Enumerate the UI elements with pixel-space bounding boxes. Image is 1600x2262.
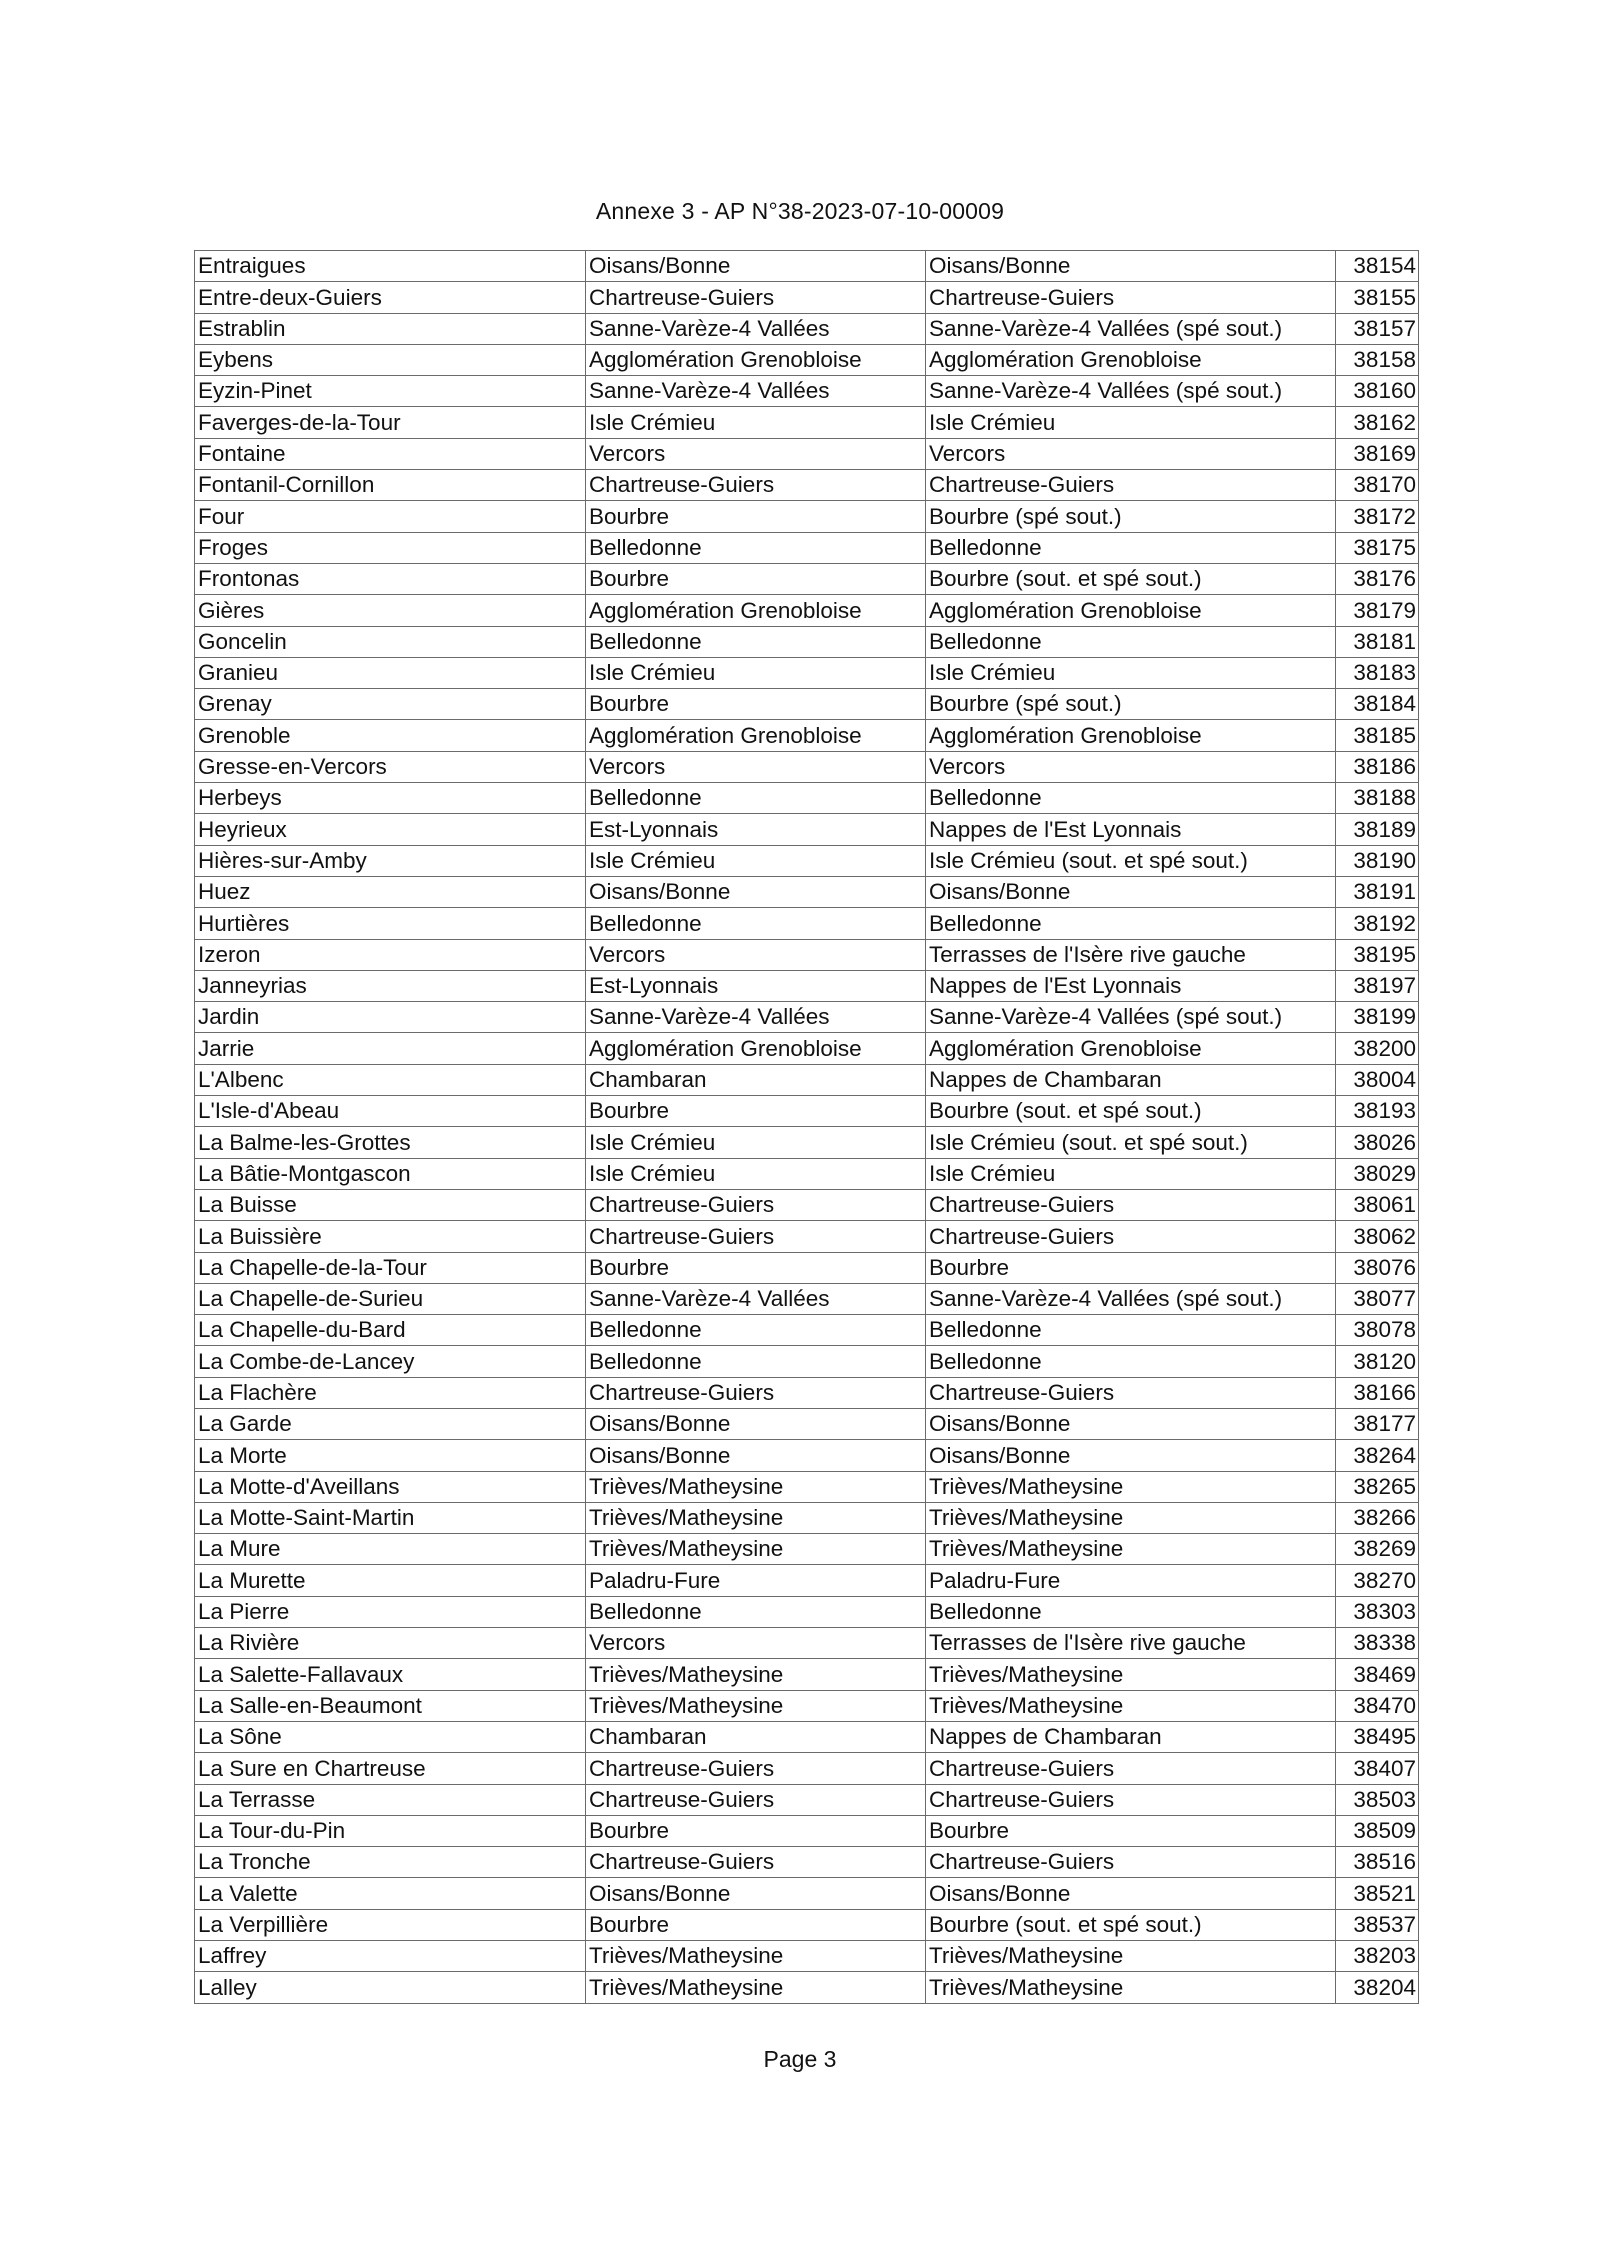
table-row [195, 501, 1419, 532]
secteur-cell: Sanne-Varèze-4 Vallées [586, 313, 926, 344]
commune-cell: La Motte-Saint-Martin [195, 1502, 586, 1533]
secteur-cell: Bourbre [586, 563, 926, 594]
table-row [195, 251, 1419, 282]
zone-cell: Trièves/Matheysine [926, 1972, 1336, 2003]
secteur-cell: Est-Lyonnais [586, 814, 926, 845]
insee-code-cell: 38197 [1336, 970, 1419, 1001]
table-row [195, 1127, 1419, 1158]
secteur-cell: Isle Crémieu [586, 1158, 926, 1189]
commune-cell: La Rivière [195, 1628, 586, 1659]
table-row [195, 1283, 1419, 1314]
secteur-cell: Trièves/Matheysine [586, 1941, 926, 1972]
table-row [195, 1753, 1419, 1784]
commune-cell: Granieu [195, 657, 586, 688]
table-row [195, 595, 1419, 626]
zone-cell: Belledonne [926, 532, 1336, 563]
commune-cell: La Buisse [195, 1189, 586, 1220]
zone-cell: Nappes de l'Est Lyonnais [926, 970, 1336, 1001]
insee-code-cell: 38158 [1336, 344, 1419, 375]
secteur-cell: Agglomération Grenobloise [586, 344, 926, 375]
insee-code-cell: 38265 [1336, 1471, 1419, 1502]
zone-cell: Bourbre [926, 1252, 1336, 1283]
secteur-cell: Oisans/Bonne [586, 1878, 926, 1909]
insee-code-cell: 38469 [1336, 1659, 1419, 1690]
commune-cell: La Murette [195, 1565, 586, 1596]
insee-code-cell: 38521 [1336, 1878, 1419, 1909]
commune-cell: La Tour-du-Pin [195, 1815, 586, 1846]
commune-cell: La Sure en Chartreuse [195, 1753, 586, 1784]
table-row [195, 1408, 1419, 1439]
zone-cell: Chartreuse-Guiers [926, 1377, 1336, 1408]
commune-cell: Janneyrias [195, 970, 586, 1001]
table-row [195, 470, 1419, 501]
secteur-cell: Isle Crémieu [586, 407, 926, 438]
table-row [195, 1909, 1419, 1940]
commune-cell: La Morte [195, 1440, 586, 1471]
zone-cell: Bourbre [926, 1815, 1336, 1846]
insee-code-cell: 38537 [1336, 1909, 1419, 1940]
insee-code-cell: 38120 [1336, 1346, 1419, 1377]
table-row [195, 970, 1419, 1001]
commune-cell: Herbeys [195, 783, 586, 814]
zone-cell: Chartreuse-Guiers [926, 282, 1336, 313]
commune-cell: Laffrey [195, 1941, 586, 1972]
table-row [195, 1440, 1419, 1471]
zone-cell: Nappes de Chambaran [926, 1064, 1336, 1095]
zone-cell: Chartreuse-Guiers [926, 1784, 1336, 1815]
zone-cell: Sanne-Varèze-4 Vallées (spé sout.) [926, 376, 1336, 407]
secteur-cell: Oisans/Bonne [586, 1408, 926, 1439]
table-row [195, 1878, 1419, 1909]
zone-cell: Trièves/Matheysine [926, 1502, 1336, 1533]
insee-code-cell: 38183 [1336, 657, 1419, 688]
commune-cell: Froges [195, 532, 586, 563]
zone-cell: Belledonne [926, 1346, 1336, 1377]
commune-cell: La Verpillière [195, 1909, 586, 1940]
secteur-cell: Vercors [586, 751, 926, 782]
commune-cell: Fontanil-Cornillon [195, 470, 586, 501]
insee-code-cell: 38200 [1336, 1033, 1419, 1064]
secteur-cell: Trièves/Matheysine [586, 1659, 926, 1690]
secteur-cell: Trièves/Matheysine [586, 1972, 926, 2003]
zone-cell: Isle Crémieu [926, 657, 1336, 688]
zone-cell: Oisans/Bonne [926, 1440, 1336, 1471]
table-row [195, 1377, 1419, 1408]
commune-cell: La Chapelle-du-Bard [195, 1315, 586, 1346]
secteur-cell: Belledonne [586, 783, 926, 814]
table-row [195, 1565, 1419, 1596]
commune-cell: Grenay [195, 689, 586, 720]
zone-cell: Agglomération Grenobloise [926, 344, 1336, 375]
zone-cell: Chartreuse-Guiers [926, 1189, 1336, 1220]
zone-cell: Sanne-Varèze-4 Vallées (spé sout.) [926, 1283, 1336, 1314]
insee-code-cell: 38172 [1336, 501, 1419, 532]
insee-code-cell: 38078 [1336, 1315, 1419, 1346]
commune-cell: La Salette-Fallavaux [195, 1659, 586, 1690]
insee-code-cell: 38188 [1336, 783, 1419, 814]
zone-cell: Chartreuse-Guiers [926, 1847, 1336, 1878]
commune-cell: La Chapelle-de-Surieu [195, 1283, 586, 1314]
table-row [195, 1346, 1419, 1377]
secteur-cell: Bourbre [586, 1815, 926, 1846]
commune-cell: L'Isle-d'Abeau [195, 1096, 586, 1127]
insee-code-cell: 38004 [1336, 1064, 1419, 1095]
zone-cell: Agglomération Grenobloise [926, 595, 1336, 626]
table-row [195, 1941, 1419, 1972]
insee-code-cell: 38162 [1336, 407, 1419, 438]
table-row [195, 313, 1419, 344]
insee-code-cell: 38470 [1336, 1690, 1419, 1721]
secteur-cell: Isle Crémieu [586, 657, 926, 688]
insee-code-cell: 38195 [1336, 939, 1419, 970]
secteur-cell: Trièves/Matheysine [586, 1502, 926, 1533]
insee-code-cell: 38160 [1336, 376, 1419, 407]
table-row [195, 1252, 1419, 1283]
table-row [195, 1534, 1419, 1565]
table-row [195, 1158, 1419, 1189]
commune-cell: La Bâtie-Montgascon [195, 1158, 586, 1189]
secteur-cell: Sanne-Varèze-4 Vallées [586, 1283, 926, 1314]
commune-cell: La Pierre [195, 1596, 586, 1627]
table-row [195, 1815, 1419, 1846]
secteur-cell: Est-Lyonnais [586, 970, 926, 1001]
insee-code-cell: 38270 [1336, 1565, 1419, 1596]
insee-code-cell: 38203 [1336, 1941, 1419, 1972]
insee-code-cell: 38026 [1336, 1127, 1419, 1158]
table-row [195, 1721, 1419, 1752]
zone-cell: Bourbre (sout. et spé sout.) [926, 563, 1336, 594]
insee-code-cell: 38154 [1336, 251, 1419, 282]
page-number: Page 3 [763, 2046, 837, 2072]
insee-code-cell: 38189 [1336, 814, 1419, 845]
secteur-cell: Chartreuse-Guiers [586, 1189, 926, 1220]
zone-cell: Terrasses de l'Isère rive gauche [926, 1628, 1336, 1659]
insee-code-cell: 38266 [1336, 1502, 1419, 1533]
insee-code-cell: 38169 [1336, 438, 1419, 469]
table-row [195, 1002, 1419, 1033]
zone-cell: Vercors [926, 438, 1336, 469]
secteur-cell: Bourbre [586, 501, 926, 532]
zone-cell: Nappes de Chambaran [926, 1721, 1336, 1752]
secteur-cell: Chartreuse-Guiers [586, 470, 926, 501]
secteur-cell: Bourbre [586, 1909, 926, 1940]
commune-cell: Eybens [195, 344, 586, 375]
table-row [195, 657, 1419, 688]
commune-cell: Gresse-en-Vercors [195, 751, 586, 782]
table-row [195, 532, 1419, 563]
secteur-cell: Chartreuse-Guiers [586, 1377, 926, 1408]
secteur-cell: Agglomération Grenobloise [586, 720, 926, 751]
insee-code-cell: 38338 [1336, 1628, 1419, 1659]
table-row [195, 1847, 1419, 1878]
secteur-cell: Oisans/Bonne [586, 1440, 926, 1471]
table-row [195, 563, 1419, 594]
insee-code-cell: 38181 [1336, 626, 1419, 657]
commune-cell: Eyzin-Pinet [195, 376, 586, 407]
table-row [195, 876, 1419, 907]
zone-cell: Isle Crémieu [926, 407, 1336, 438]
commune-cell: Hurtières [195, 908, 586, 939]
table-row [195, 1659, 1419, 1690]
commune-cell: Entraigues [195, 251, 586, 282]
insee-code-cell: 38407 [1336, 1753, 1419, 1784]
zone-cell: Bourbre (sout. et spé sout.) [926, 1096, 1336, 1127]
commune-cell: La Flachère [195, 1377, 586, 1408]
secteur-cell: Chartreuse-Guiers [586, 1847, 926, 1878]
secteur-cell: Isle Crémieu [586, 845, 926, 876]
zone-cell: Bourbre (sout. et spé sout.) [926, 1909, 1336, 1940]
insee-code-cell: 38170 [1336, 470, 1419, 501]
insee-code-cell: 38204 [1336, 1972, 1419, 2003]
commune-cell: Grenoble [195, 720, 586, 751]
table-row [195, 438, 1419, 469]
communes-table-body [195, 251, 1419, 2004]
table-row [195, 720, 1419, 751]
commune-cell: La Valette [195, 1878, 586, 1909]
commune-cell: Four [195, 501, 586, 532]
secteur-cell: Sanne-Varèze-4 Vallées [586, 1002, 926, 1033]
secteur-cell: Bourbre [586, 1252, 926, 1283]
zone-cell: Belledonne [926, 1596, 1336, 1627]
insee-code-cell: 38303 [1336, 1596, 1419, 1627]
table-row [195, 1596, 1419, 1627]
insee-code-cell: 38185 [1336, 720, 1419, 751]
commune-cell: Huez [195, 876, 586, 907]
secteur-cell: Bourbre [586, 1096, 926, 1127]
table-row [195, 1471, 1419, 1502]
secteur-cell: Vercors [586, 1628, 926, 1659]
commune-cell: L'Albenc [195, 1064, 586, 1095]
table-row [195, 1315, 1419, 1346]
zone-cell: Oisans/Bonne [926, 251, 1336, 282]
zone-cell: Trièves/Matheysine [926, 1941, 1336, 1972]
insee-code-cell: 38199 [1336, 1002, 1419, 1033]
insee-code-cell: 38193 [1336, 1096, 1419, 1127]
insee-code-cell: 38192 [1336, 908, 1419, 939]
zone-cell: Isle Crémieu (sout. et spé sout.) [926, 845, 1336, 876]
commune-cell: La Tronche [195, 1847, 586, 1878]
zone-cell: Trièves/Matheysine [926, 1534, 1336, 1565]
zone-cell: Paladru-Fure [926, 1565, 1336, 1596]
zone-cell: Trièves/Matheysine [926, 1471, 1336, 1502]
commune-cell: La Chapelle-de-la-Tour [195, 1252, 586, 1283]
secteur-cell: Trièves/Matheysine [586, 1690, 926, 1721]
secteur-cell: Bourbre [586, 689, 926, 720]
table-row [195, 1972, 1419, 2003]
insee-code-cell: 38076 [1336, 1252, 1419, 1283]
zone-cell: Nappes de l'Est Lyonnais [926, 814, 1336, 845]
table-row [195, 814, 1419, 845]
secteur-cell: Chartreuse-Guiers [586, 1753, 926, 1784]
commune-cell: La Combe-de-Lancey [195, 1346, 586, 1377]
table-row [195, 908, 1419, 939]
commune-cell: Faverges-de-la-Tour [195, 407, 586, 438]
insee-code-cell: 38503 [1336, 1784, 1419, 1815]
secteur-cell: Belledonne [586, 1346, 926, 1377]
table-row [195, 626, 1419, 657]
zone-cell: Belledonne [926, 783, 1336, 814]
commune-cell: La Sône [195, 1721, 586, 1752]
insee-code-cell: 38177 [1336, 1408, 1419, 1439]
commune-cell: Jardin [195, 1002, 586, 1033]
commune-cell: Goncelin [195, 626, 586, 657]
commune-cell: Frontonas [195, 563, 586, 594]
zone-cell: Sanne-Varèze-4 Vallées (spé sout.) [926, 1002, 1336, 1033]
zone-cell: Chartreuse-Guiers [926, 1221, 1336, 1252]
secteur-cell: Chartreuse-Guiers [586, 1784, 926, 1815]
insee-code-cell: 38495 [1336, 1721, 1419, 1752]
secteur-cell: Trièves/Matheysine [586, 1534, 926, 1565]
commune-cell: La Motte-d'Aveillans [195, 1471, 586, 1502]
secteur-cell: Chambaran [586, 1064, 926, 1095]
insee-code-cell: 38157 [1336, 313, 1419, 344]
zone-cell: Bourbre (spé sout.) [926, 501, 1336, 532]
table-row [195, 939, 1419, 970]
table-row [195, 1690, 1419, 1721]
table-row [195, 282, 1419, 313]
zone-cell: Belledonne [926, 626, 1336, 657]
communes-table [194, 250, 1419, 2004]
commune-cell: Fontaine [195, 438, 586, 469]
secteur-cell: Vercors [586, 939, 926, 970]
table-row [195, 1033, 1419, 1064]
zone-cell: Oisans/Bonne [926, 1878, 1336, 1909]
zone-cell: Oisans/Bonne [926, 876, 1336, 907]
secteur-cell: Chartreuse-Guiers [586, 1221, 926, 1252]
secteur-cell: Trièves/Matheysine [586, 1471, 926, 1502]
insee-code-cell: 38077 [1336, 1283, 1419, 1314]
secteur-cell: Belledonne [586, 908, 926, 939]
commune-cell: Izeron [195, 939, 586, 970]
zone-cell: Vercors [926, 751, 1336, 782]
secteur-cell: Chartreuse-Guiers [586, 282, 926, 313]
table-row [195, 1784, 1419, 1815]
zone-cell: Chartreuse-Guiers [926, 470, 1336, 501]
commune-cell: La Balme-les-Grottes [195, 1127, 586, 1158]
table-row [195, 1628, 1419, 1659]
secteur-cell: Paladru-Fure [586, 1565, 926, 1596]
insee-code-cell: 38175 [1336, 532, 1419, 563]
insee-code-cell: 38062 [1336, 1221, 1419, 1252]
zone-cell: Bourbre (spé sout.) [926, 689, 1336, 720]
commune-cell: Entre-deux-Guiers [195, 282, 586, 313]
table-row [195, 407, 1419, 438]
zone-cell: Terrasses de l'Isère rive gauche [926, 939, 1336, 970]
table-row [195, 845, 1419, 876]
secteur-cell: Oisans/Bonne [586, 251, 926, 282]
insee-code-cell: 38191 [1336, 876, 1419, 907]
commune-cell: La Mure [195, 1534, 586, 1565]
commune-cell: La Salle-en-Beaumont [195, 1690, 586, 1721]
commune-cell: Lalley [195, 1972, 586, 2003]
table-row [195, 1189, 1419, 1220]
insee-code-cell: 38269 [1336, 1534, 1419, 1565]
commune-cell: La Buissière [195, 1221, 586, 1252]
insee-code-cell: 38176 [1336, 563, 1419, 594]
insee-code-cell: 38184 [1336, 689, 1419, 720]
commune-cell: La Terrasse [195, 1784, 586, 1815]
table-row [195, 344, 1419, 375]
commune-cell: Estrablin [195, 313, 586, 344]
commune-cell: Jarrie [195, 1033, 586, 1064]
zone-cell: Belledonne [926, 1315, 1336, 1346]
insee-code-cell: 38061 [1336, 1189, 1419, 1220]
insee-code-cell: 38186 [1336, 751, 1419, 782]
insee-code-cell: 38509 [1336, 1815, 1419, 1846]
insee-code-cell: 38179 [1336, 595, 1419, 626]
zone-cell: Trièves/Matheysine [926, 1659, 1336, 1690]
insee-code-cell: 38029 [1336, 1158, 1419, 1189]
secteur-cell: Belledonne [586, 532, 926, 563]
secteur-cell: Belledonne [586, 1596, 926, 1627]
table-row [195, 1064, 1419, 1095]
zone-cell: Oisans/Bonne [926, 1408, 1336, 1439]
commune-cell: Heyrieux [195, 814, 586, 845]
zone-cell: Chartreuse-Guiers [926, 1753, 1336, 1784]
insee-code-cell: 38516 [1336, 1847, 1419, 1878]
table-row [195, 689, 1419, 720]
table-row [195, 1502, 1419, 1533]
zone-cell: Isle Crémieu [926, 1158, 1336, 1189]
insee-code-cell: 38264 [1336, 1440, 1419, 1471]
insee-code-cell: 38190 [1336, 845, 1419, 876]
secteur-cell: Belledonne [586, 626, 926, 657]
secteur-cell: Chambaran [586, 1721, 926, 1752]
zone-cell: Agglomération Grenobloise [926, 720, 1336, 751]
page-header-title: Annexe 3 - AP N°38-2023-07-10-00009 [595, 198, 1005, 224]
zone-cell: Agglomération Grenobloise [926, 1033, 1336, 1064]
insee-code-cell: 38166 [1336, 1377, 1419, 1408]
zone-cell: Sanne-Varèze-4 Vallées (spé sout.) [926, 313, 1336, 344]
zone-cell: Trièves/Matheysine [926, 1690, 1336, 1721]
commune-cell: La Garde [195, 1408, 586, 1439]
secteur-cell: Vercors [586, 438, 926, 469]
secteur-cell: Isle Crémieu [586, 1127, 926, 1158]
table-row [195, 783, 1419, 814]
insee-code-cell: 38155 [1336, 282, 1419, 313]
table-row [195, 376, 1419, 407]
commune-cell: Hières-sur-Amby [195, 845, 586, 876]
table-row [195, 751, 1419, 782]
table-row [195, 1221, 1419, 1252]
zone-cell: Belledonne [926, 908, 1336, 939]
secteur-cell: Agglomération Grenobloise [586, 1033, 926, 1064]
secteur-cell: Agglomération Grenobloise [586, 595, 926, 626]
commune-cell: Gières [195, 595, 586, 626]
table-row [195, 1096, 1419, 1127]
secteur-cell: Oisans/Bonne [586, 876, 926, 907]
zone-cell: Isle Crémieu (sout. et spé sout.) [926, 1127, 1336, 1158]
secteur-cell: Sanne-Varèze-4 Vallées [586, 376, 926, 407]
secteur-cell: Belledonne [586, 1315, 926, 1346]
